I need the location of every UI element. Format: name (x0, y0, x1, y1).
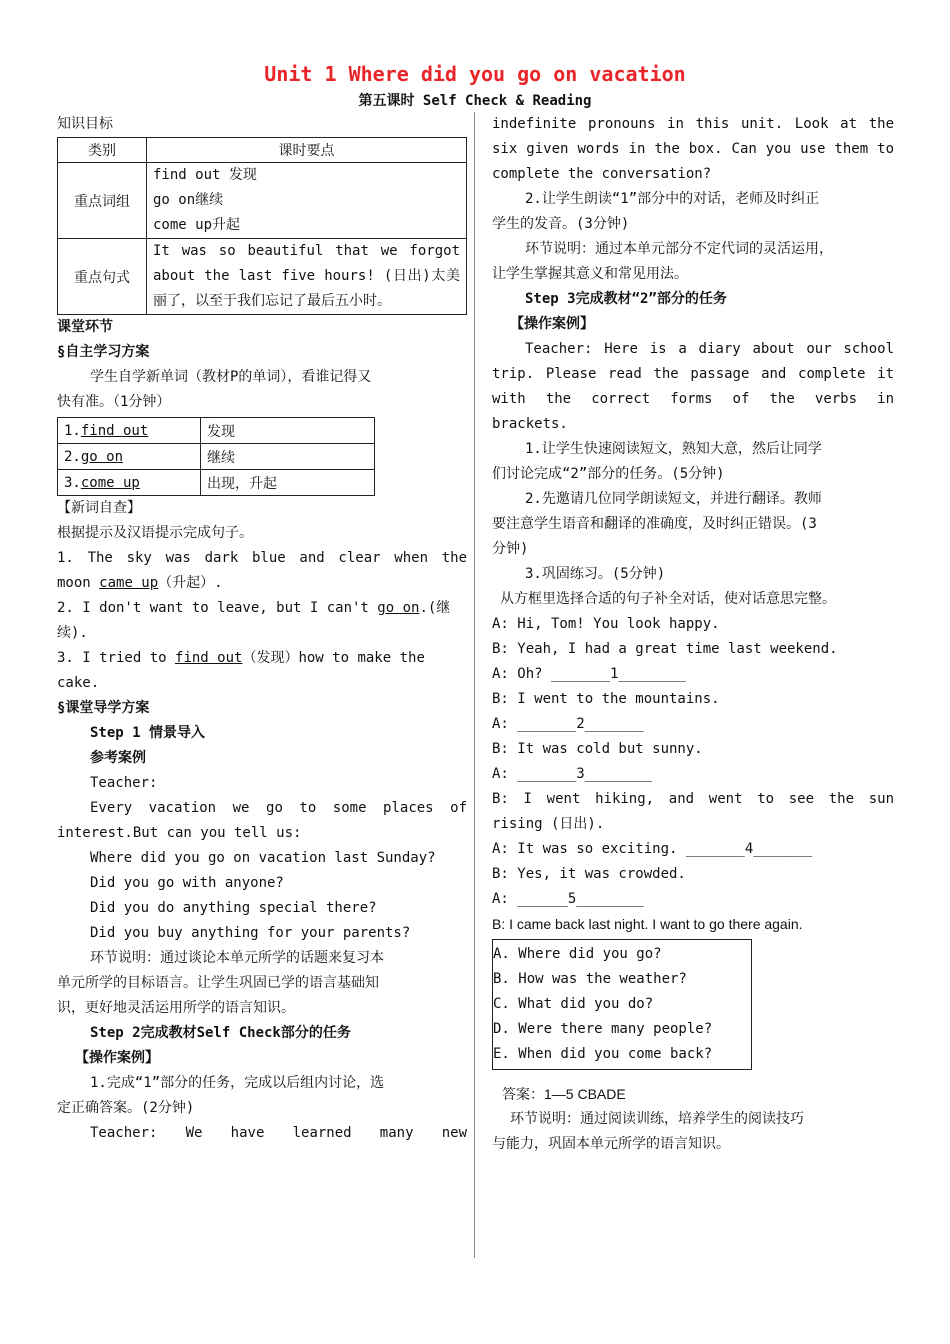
vocab-row: 2.go on 继续 (58, 444, 375, 470)
dialogue-line: A: _______3________ (492, 766, 653, 782)
exercise-line: 2. I don't want to leave, but I can't go on.(继 (57, 600, 451, 616)
body-line: 1.让学生快速阅读短文，熟知大意，然后让同学 (525, 441, 822, 457)
reference-heading: 参考案例 (90, 750, 146, 766)
options-box (492, 939, 752, 1070)
body-line: Every vacation we go to some places of (90, 800, 467, 816)
question-line: Did you go with anyone? (90, 875, 284, 891)
body-line: with the correct forms of the verbs in (492, 391, 894, 407)
body-line: 定正确答案。(2分钟) (57, 1100, 195, 1116)
note-line: 识，更好地灵活运用所学的语言知识。 (57, 1000, 295, 1016)
vocab-cn: 继续 (201, 444, 375, 470)
page-subtitle: 第五课时 Self Check & Reading (358, 93, 592, 109)
vocab-en: go on (80, 448, 124, 465)
right-column (492, 112, 894, 1157)
step2-heading: Step 2完成教材Self Check部分的任务 (90, 1025, 351, 1041)
vocab-row: 3.come up 出现，升起 (58, 470, 375, 496)
note-line: 单元所学的目标语言。让学生巩固已学的语言基础知 (57, 975, 379, 991)
table-head-points: 课时要点 (147, 138, 467, 163)
dialogue-line: A: ______5________ (492, 891, 644, 907)
question-line: Did you buy anything for your parents? (90, 925, 411, 941)
body-line: 3.巩固练习。(5分钟) (525, 566, 666, 582)
body-line: interest.But can you tell us: (57, 825, 302, 841)
body-line: indefinite pronouns in this unit. Look at the (492, 116, 894, 132)
row1-content (147, 163, 467, 239)
dialogue-line: A: Hi, Tom! You look happy. (492, 616, 720, 632)
vocab-en: find out (80, 422, 149, 439)
page-title: Unit 1 Where did you go on vacation (264, 62, 686, 86)
check-intro: 根据提示及汉语提示完成句子。 (57, 525, 253, 541)
dialogue-line: B: It was cold but sunny. (492, 741, 703, 757)
guide-heading: §课堂导学方案 (57, 700, 150, 716)
exercise-line: cake. (57, 675, 100, 691)
step3-heading: Step 3完成教材“2”部分的任务 (525, 291, 727, 307)
body-line: 们讨论完成“2”部分的任务。(5分钟) (492, 466, 725, 482)
dialogue-line: B: I went hiking, and went to see the sun (492, 791, 894, 807)
teacher-label: Teacher: (90, 775, 158, 791)
dialogue-line: B: Yeah, I had a great time last weekend. (492, 641, 838, 657)
table-head-category: 类别 (58, 138, 147, 163)
sentence-line: 丽了，以至于我们忘记了最后五小时。 (153, 293, 391, 309)
self-study-text: 学生自学新单词（教材P的单词），看谁记得又 (90, 369, 372, 385)
check-title: 【新词自查】 (57, 500, 141, 516)
option-item: E. When did you come back? (493, 1046, 713, 1062)
sentence-line: about the last five hours! (日出)太美 (153, 268, 460, 284)
knowledge-label: 知识目标 (57, 116, 113, 132)
exercise-line: 3. I tried to find out（发现）how to make the (57, 650, 425, 666)
step1-heading: Step 1 情景导入 (90, 725, 206, 741)
left-column (57, 112, 467, 1146)
note-line: 环节说明：通过阅读训练，培养学生的阅读技巧 (510, 1111, 804, 1127)
body-line: trip. Please read the passage and complete it (492, 366, 894, 382)
exercise-line: moon came up（升起）. (57, 575, 223, 591)
question-line: Did you do anything special there? (90, 900, 377, 916)
note-line: 让学生掌握其意义和常见用法。 (492, 266, 688, 282)
body-line: 分钟) (492, 541, 529, 557)
body-line: 要注意学生语音和翻译的准确度，及时纠正错误。(3 (492, 516, 817, 532)
phrase-line: come up升起 (153, 217, 241, 233)
dialogue-line: A: It was so exciting. _______4_______ (492, 841, 813, 857)
exercise-line: 续). (57, 625, 88, 641)
vocab-row: 1.find out 发现 (58, 418, 375, 444)
phrase-line: find out 发现 (153, 167, 257, 183)
dialogue-line: A: _______2_______ (492, 716, 644, 732)
case-heading: 【操作案例】 (510, 316, 594, 332)
body-line: 学生的发音。(3分钟) (492, 216, 630, 232)
dialogue-line: rising (日出). (492, 816, 605, 832)
row1-label: 重点词组 (58, 163, 147, 239)
body-line: 从方框里选择合适的句子补全对话，使对话意思完整。 (500, 591, 836, 607)
self-study-heading: §自主学习方案 (57, 344, 150, 360)
dialogue-line: B: Yes, it was crowded. (492, 866, 686, 882)
row2-content (147, 239, 467, 315)
question-line: Where did you go on vacation last Sunday? (90, 850, 436, 866)
body-line: 2.让学生朗读“1”部分中的对话，老师及时纠正 (525, 191, 820, 207)
body-line: six given words in the box. Can you use them to (492, 141, 894, 157)
vocab-en: come up (80, 474, 140, 491)
note-line: 环节说明：通过本单元部分不定代词的灵活运用， (525, 241, 833, 257)
self-study-text: 快有准。（1分钟） (57, 394, 171, 410)
vocab-cn: 出现，升起 (201, 470, 375, 496)
classroom-heading: 课堂环节 (57, 319, 113, 335)
vocab-cn: 发现 (201, 418, 375, 444)
sentence-line: It was so beautiful that we forgot (153, 243, 460, 259)
answer-line: 答案：1—5 CBADE (502, 1086, 626, 1102)
option-item: A. Where did you go? (493, 946, 662, 962)
knowledge-table (57, 137, 467, 315)
option-item: D. Were there many people? (493, 1021, 713, 1037)
vocab-table (57, 417, 375, 496)
option-item: B. How was the weather? (493, 971, 687, 987)
column-divider (474, 112, 475, 1258)
row2-label: 重点句式 (58, 239, 147, 315)
body-line: Teacher: Here is a diary about our school (525, 341, 894, 357)
body-line: 2.先邀请几位同学朗读短文，并进行翻译。教师 (525, 491, 822, 507)
exercise-line: 1. The sky was dark blue and clear when the (57, 550, 467, 566)
phrase-line: go on继续 (153, 192, 224, 208)
dialogue-line: A: Oh? _______1________ (492, 666, 686, 682)
body-line: Teacher: We have learned many new (90, 1125, 467, 1141)
note-line: 环节说明：通过谈论本单元所学的话题来复习本 (90, 950, 384, 966)
option-item: C. What did you do? (493, 996, 654, 1012)
body-line: brackets. (492, 416, 568, 432)
body-line: complete the conversation? (492, 166, 712, 182)
dialogue-line: B: I went to the mountains. (492, 691, 720, 707)
case-heading: 【操作案例】 (75, 1050, 159, 1066)
body-line: 1.完成“1”部分的任务，完成以后组内讨论，选 (90, 1075, 385, 1091)
note-line: 与能力，巩固本单元所学的语言知识。 (492, 1136, 730, 1152)
dialogue-line: B: I came back last night. I want to go there again. (492, 916, 803, 932)
